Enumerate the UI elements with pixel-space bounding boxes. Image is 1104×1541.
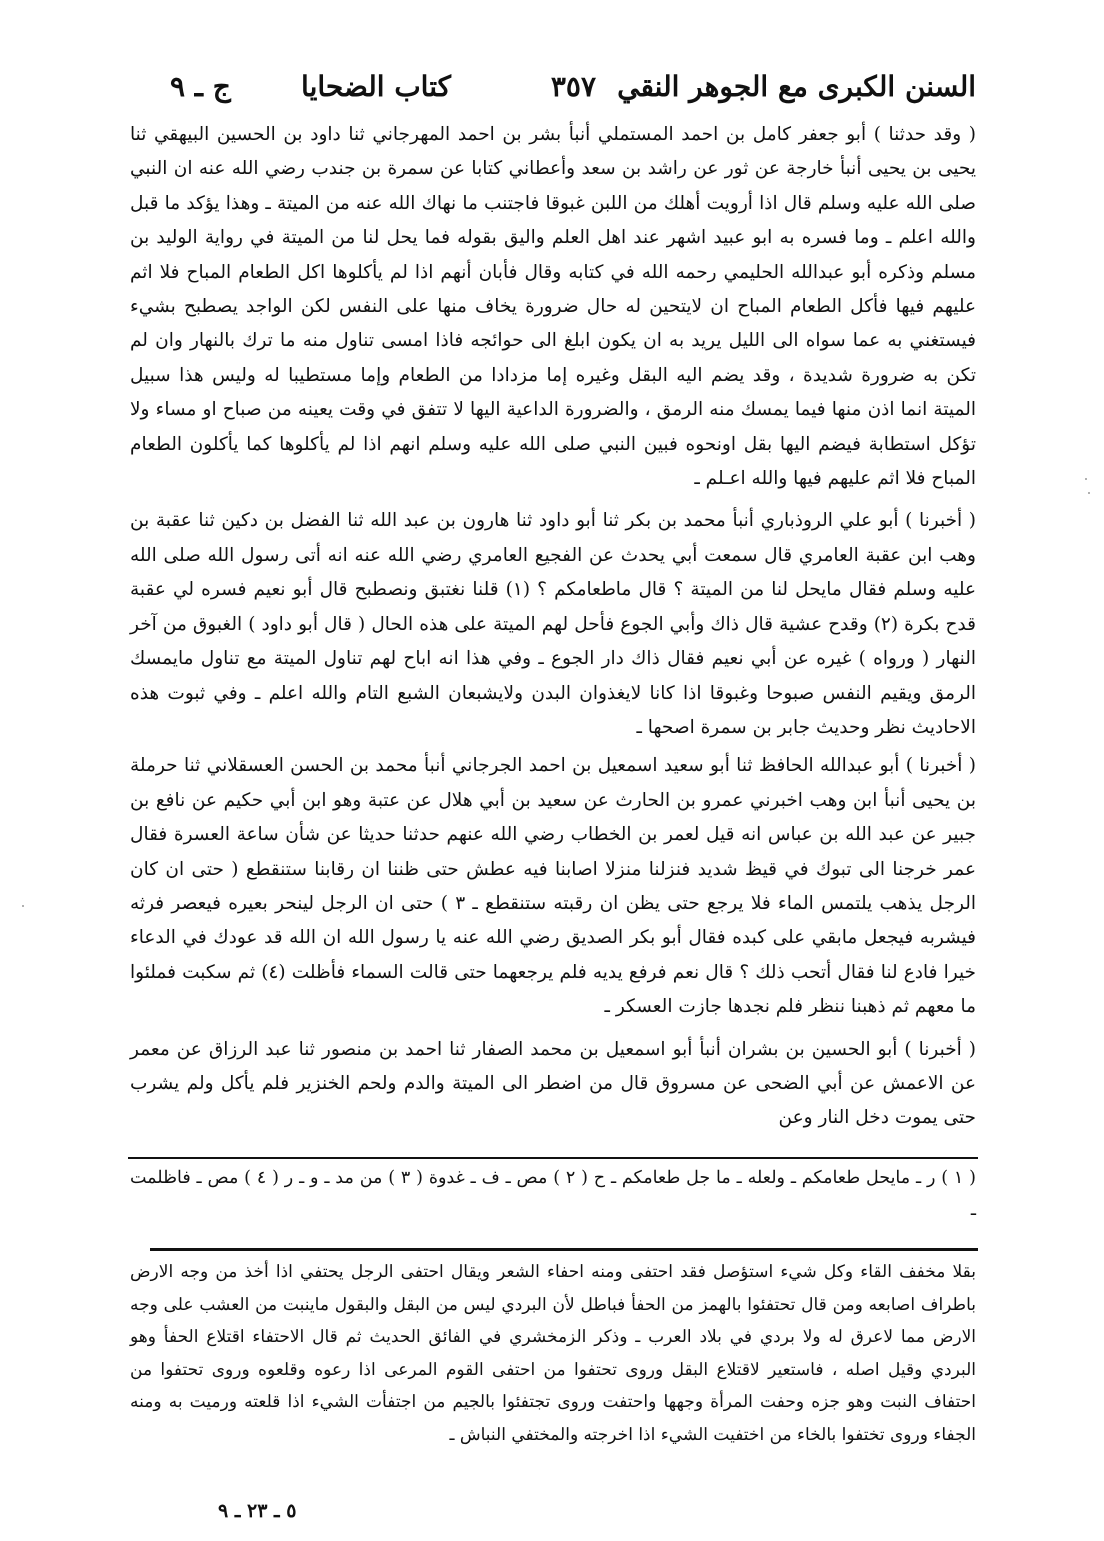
chapter-title: كتاب الضحايا	[301, 70, 451, 103]
page-number: ٣٥٧	[550, 70, 596, 103]
hadith-paragraph: ( وقد حدثنا ) أبو جعفر كامل بن احمد المستملي أنبأ بشر بن احمد المهرجاني ثنا داود بن الحسين البيهقي ثنا يحيى بن يحيى أنبأ خارجة عن ثور عن راشد بن سعد وأعطاني كتابا عن سمرة بن جندب رضي الله عنه ان النبي صلى الله عليه وسلم قال اذا أرويت أهلك من اللبن غبوقا فاجتنب ما نهاك الله عنه من الميتة ـ وهذا يؤكد ما قبل والله اعلم ـ وما فسره به ابو عبيد اشهر عند اهل العلم واليق بقوله فما يحل لنا من الميتة في رواية الوليد بن مسلم وذكره أبو عبدالله الحليمي رحمه الله في كتابه وقال فأبان أنهم اذا لم يأكلوها اكل الطعام المباح فلا اثم عليهم فيها فأكل الطعام المباح ان لايتحين له حال ضرورة يخاف منها على النفس لكن الواجد يصطبح بشيء فيستغني به عما سواه الى الليل يريد به ان يكون ابلغ الى حوائجه فاذا امسى تناول منه ما ترك بالنهار وان لم تكن به ضرورة شديدة ، وقد يضم اليه البقل وغيره إما مزدادا من الطعام وإما مستطيبا له وليس هذا سبيل الميتة انما اذن منها فيما يمسك منه الرمق ، والضرورة الداعية اليها لا تتفق في وقت يعينه من صباح او مساء ولا تؤكل استطابة فيضم اليها بقل اونحوه فبين النبي صلى الله عليه وسلم انهم اذا لم يأكلوها كما يأكلون الطعام المباح فلا اثم عليهم فيها والله اعـلم ـ	[130, 124, 976, 490]
hadith-paragraph: ( أخبرنا ) أبو عبدالله الحافظ ثنا أبو سعيد اسمعيل بن احمد الجرجاني أنبأ محمد بن الحسن العسقلاني ثنا حرملة بن يحيى أنبأ ابن وهب اخبرني عمرو بن الحارث عن سعيد بن أبي هلال عن عتبة وهو ابن أبي حكيم عن نافع بن جبير عن عبد الله بن عباس انه قيل لعمر بن الخطاب رضي الله عنهم حدثنا حديثا عن شأن ساعة العسرة فقال عمر خرجنا الى تبوك في قيظ شديد فنزلنا منزلا اصابنا فيه عطش حتى ظننا ان رقابنا ستنقطع ( حتى ان كان الرجل يذهب يلتمس الماء فلا يرجع حتى يظن ان رقبته ستنقطع ـ ٣ ) حتى ان الرجل لينحر بعيره فيعصر فرثه فيشربه فيجعل مابقي على كبده فقال أبو بكر الصديق رضي الله عنه يا رسول الله ان الله قد عودك في الدعاء خيرا فادع لنا فقال أتحب ذلك ؟ قال نعم فرفع يديه فلم يرجعهما حتى قالت السماء فأظلت (٤) ثم سكبت فملئوا ما معهم ثم ذهبنا ننظر فلم نجدها جازت العسكر ـ	[130, 755, 976, 1018]
main-text	[130, 118, 976, 1140]
commentary-divider	[150, 1248, 978, 1251]
printer-signature: ٥ ـ ٢٣ ـ ٩	[218, 1500, 297, 1522]
footnotes: ( ١ ) ر ـ مايحل طعامكم ـ ولعله ـ ما جل طعامكم ـ ح ( ٢ ) مص ـ ف ـ غدوة ( ٣ ) من مد ـ و ـ ر ( ٤ ) مص ـ فاظلمت ـ	[130, 1168, 976, 1220]
book-title: السنن الكبرى مع الجوهر النقي	[617, 70, 976, 103]
scan-speck	[1085, 478, 1087, 480]
volume-label: ج ـ ٩	[170, 70, 231, 103]
hadith-paragraph: ( أخبرنا ) أبو علي الروذباري أنبأ محمد بن بكر ثنا أبو داود ثنا هارون بن عبد الله ثنا الفضل بن دكين ثنا عقبة بن وهب ابن عقبة العامري قال سمعت أبي يحدث عن الفجيع العامري رضي الله عنه انه أتى رسول الله صلى الله عليه وسلم فقال مايحل لنا من الميتة ؟ قال ماطعامكم ؟ (١) قلنا نغتبق ونصطبح قال أبو نعيم فسره لي عقبة قدح بكرة (٢) وقدح عشية قال ذاك وأبي الجوع فأحل لهم الميتة على هذه الحال ( قال أبو داود ) الغبوق من آخر النهار ( ورواه ) غيره عن أبي نعيم فقال ذاك دار الجوع ـ وفي هذا انه اباح لهم تناول الميتة مع تناول مايمسك الرمق ويقيم النفس صبوحا وغبوقا اذا كانا لايغذوان البدن ولايشبعان الشبع التام والله اعلم ـ وفي ثبوت هذه الاحاديث نظر وحديث جابر بن سمرة اصحها ـ	[130, 510, 976, 738]
footnote-divider	[128, 1157, 978, 1159]
commentary-text: بقلا مخفف القاء وكل شيء استؤصل فقد احتفى ومنه احفاء الشعر ويقال احتفى الرجل يحتفي اذا أخذ من وجه الارض باطراف اصابعه ومن قال تحتفئوا بالهمز من الحفأ فباطل لأن البردي ليس من البقل والبقول ماينبت من العشب على وجه الارض مما لاعرق له ولا بردي في بلاد العرب ـ وذكر الزمخشري في الفائق الحديث ثم قال الاحتفاء اقتلاع الحفأ وهو البردي وقيل اصله ، فاستعير لاقتلاع البقل وروى تحتفوا من احتفى القوم المرعى اذا رعوه وقلعوه وروى تحتفوا من احتفاف النبت وهو جزه وحفت المرأة وجهها واحتفت وروى تجتفئوا بالجيم من اجتفأت الشيء اذا قلعته ورميت به ومنه الجفاء وروى تختفوا بالخاء من اختفيت الشيء اذا اخرجته والمختفي النباش ـ	[130, 1262, 976, 1445]
hadith-paragraph: ( أخبرنا ) أبو الحسين بن بشران أنبأ أبو اسمعيل بن محمد الصفار ثنا احمد بن منصور ثنا عبد الرزاق عن معمر عن الاعمش عن أبي الضحى عن مسروق قال من اضطر الى الميتة والدم ولحم الخنزير فلم يأكل ولم يشرب حتى يموت دخل النار وعن	[130, 1038, 976, 1129]
page-header	[150, 70, 976, 114]
scan-speck	[1088, 492, 1090, 494]
scan-speck	[22, 905, 24, 907]
